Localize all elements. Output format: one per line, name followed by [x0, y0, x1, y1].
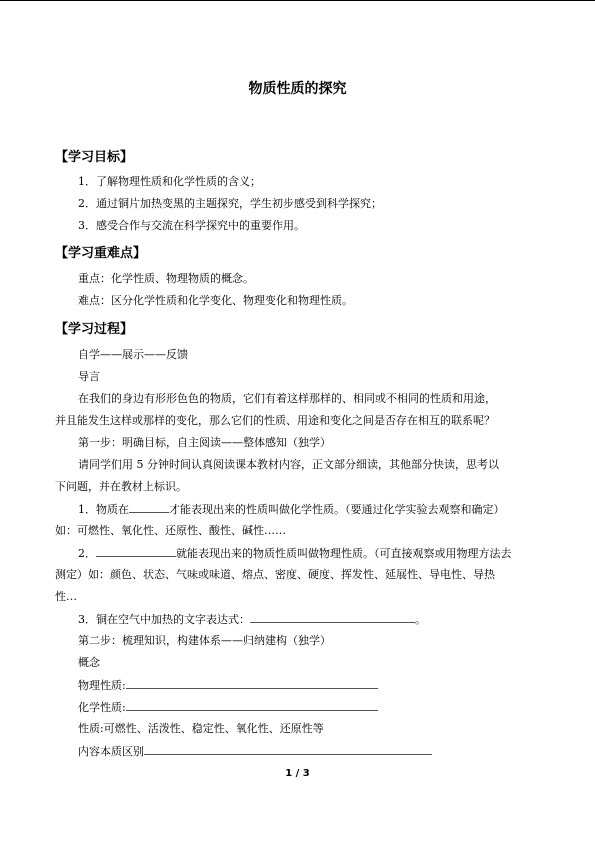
key-points-text: 重点：化学性质、物理物质的概念。 [78, 272, 254, 285]
question-2-end: 性… [55, 590, 77, 603]
physical-property-label: 物理性质: [78, 679, 126, 692]
chemical-property-label: 化学性质: [78, 701, 126, 714]
question-2 [78, 546, 512, 561]
question-3-suffix: 。 [415, 613, 426, 626]
learning-goals-heading: 【学习目标】 [55, 150, 134, 165]
step-one-desc-line-1: 请同学们用 5 分钟时间认真阅读课本教材内容，正文部分细读，其他部分快读，思考以 [78, 458, 499, 471]
fill-blank-3[interactable] [250, 612, 415, 623]
document-title: 物质性质的探究 [248, 81, 347, 97]
intro-paragraph-line-1: 在我们的身边有形形色色的物质，它们有着这样那样的、相同或不相同的性质和用途， [78, 392, 496, 405]
step-one-desc-line-2: 下问题，并在教材上标识。 [55, 480, 187, 493]
question-1-suffix: 才能表现出来的性质叫做化学性质。（要通过化学实验去观察和确定） [169, 503, 505, 516]
question-2-suffix: 就能表现出来的物质性质叫做物理性质。（可直接观察或用物理方法去 [176, 547, 512, 560]
question-1-examples: 如：可燃性、氧化性、还原性、酸性、碱性…… [55, 524, 286, 537]
essential-difference-blank[interactable] [144, 744, 432, 755]
essential-difference-row [78, 744, 432, 759]
study-mode-text: 自学——展示——反馈 [78, 348, 188, 361]
intro-paragraph-line-2: 并且能发生这样或那样的变化，那么它们的性质、用途和变化之间是否存在相互的联系呢？ [55, 414, 495, 427]
question-3 [78, 612, 426, 627]
properties-list: 性质:可燃性、活泼性、稳定性、氧化性、还原性等 [78, 722, 324, 735]
physical-property-row [78, 678, 378, 693]
question-2-continued: 测定）如：颜色、状态、气味或味道、熔点、密度、硬度、挥发性、延展性、导电性、导热 [55, 568, 495, 581]
step-one-title: 第一步：明确目标，自主阅读——整体感知（独学） [78, 436, 331, 449]
chemical-property-blank[interactable] [126, 700, 378, 711]
question-1 [78, 502, 505, 517]
difficult-points-text: 难点：区分化学性质和化学变化、物理变化和物理性质。 [78, 294, 353, 307]
key-difficulties-heading: 【学习重难点】 [55, 246, 147, 261]
learning-process-heading: 【学习过程】 [55, 322, 134, 337]
chemical-property-row [78, 700, 378, 715]
question-2-prefix: 2． [78, 547, 96, 560]
fill-blank-2[interactable] [96, 546, 176, 557]
intro-label: 导言 [78, 370, 100, 383]
goal-item-1: 1．了解物理性质和化学性质的含义； [78, 175, 261, 188]
concept-label: 概念 [78, 656, 100, 669]
essential-difference-label: 内容本质区别 [78, 745, 144, 758]
step-two-title: 第二步：梳理知识，构建体系——归纳建构（独学） [78, 634, 331, 647]
physical-property-blank[interactable] [126, 678, 378, 689]
question-1-prefix: 1．物质在 [78, 503, 129, 516]
fill-blank-1[interactable] [129, 502, 169, 513]
question-3-prefix: 3．铜在空气中加热的文字表达式： [78, 613, 250, 626]
page-number: 1 / 3 [285, 768, 310, 779]
goal-item-3: 3．感受合作与交流在科学探究中的重要作用。 [78, 219, 305, 232]
goal-item-2: 2．通过铜片加热变黑的主题探究，学生初步感受到科学探究； [78, 197, 382, 210]
